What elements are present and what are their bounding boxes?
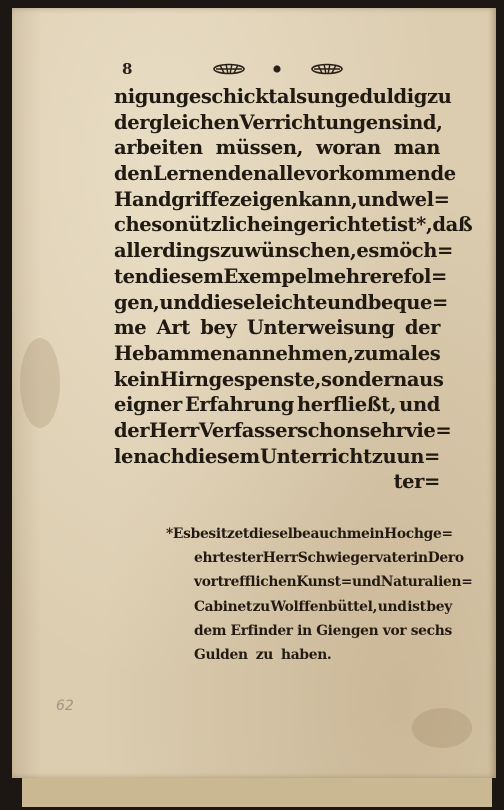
word: Handgriffe bbox=[114, 187, 230, 211]
word: sehr bbox=[359, 418, 406, 442]
word: che bbox=[114, 213, 152, 237]
word: ehrtester bbox=[194, 550, 263, 567]
paper-stain bbox=[412, 708, 472, 748]
word: und bbox=[399, 393, 440, 417]
word: Art bbox=[156, 316, 190, 340]
word: und bbox=[326, 290, 368, 314]
word: gen, bbox=[114, 290, 160, 314]
word: me bbox=[114, 316, 147, 340]
word: Es bbox=[172, 526, 191, 542]
word: arbeiten bbox=[114, 136, 203, 160]
word: alle bbox=[266, 162, 306, 186]
word: zeigen bbox=[229, 187, 299, 211]
footnote-line bbox=[166, 619, 452, 643]
word: zu bbox=[219, 239, 245, 263]
text-line bbox=[114, 341, 440, 367]
word: nig bbox=[114, 85, 149, 108]
word: Erfinder bbox=[230, 622, 293, 639]
word: ungeschickt bbox=[148, 85, 277, 108]
word: eigner bbox=[114, 393, 182, 417]
word: in bbox=[297, 622, 312, 639]
word: Naturalien= bbox=[380, 574, 473, 591]
word: vorkommende bbox=[305, 162, 456, 186]
word: Hebammen bbox=[114, 341, 236, 365]
text-line bbox=[114, 161, 456, 187]
word: Hochge= bbox=[384, 526, 453, 542]
word: mehrere bbox=[313, 264, 404, 288]
footnote-line bbox=[166, 595, 452, 619]
word: Verrichtungen bbox=[239, 110, 392, 134]
word: müssen, bbox=[215, 136, 304, 160]
word: bey bbox=[426, 598, 452, 615]
word: kann, bbox=[298, 187, 358, 211]
word: dieselbe bbox=[249, 526, 311, 542]
word: so bbox=[151, 213, 175, 237]
word: woran bbox=[315, 136, 381, 160]
word: Exempel bbox=[223, 264, 314, 288]
word: sechs bbox=[410, 622, 452, 639]
word: in bbox=[413, 550, 428, 567]
center-dot-ornament-icon bbox=[272, 64, 282, 74]
text-line bbox=[114, 444, 440, 470]
word: sind, bbox=[391, 110, 443, 134]
word: ter= bbox=[393, 470, 440, 494]
word: eingerichtet bbox=[260, 213, 390, 237]
word: ist bbox=[407, 598, 426, 615]
word: vie= bbox=[405, 418, 452, 442]
word: Lernenden bbox=[153, 162, 267, 186]
word: man bbox=[393, 136, 440, 160]
word: haben. bbox=[281, 646, 332, 663]
word: aus bbox=[406, 367, 444, 391]
word: Gulden bbox=[194, 646, 248, 663]
word: sondern bbox=[321, 367, 407, 391]
word: Dero bbox=[427, 550, 464, 567]
footnote-line bbox=[166, 546, 464, 570]
word: ist bbox=[389, 213, 417, 237]
word: bey bbox=[200, 316, 237, 340]
word: leichte bbox=[255, 290, 327, 314]
word: * bbox=[166, 526, 173, 542]
footnote-line bbox=[166, 570, 473, 594]
text-line bbox=[114, 367, 444, 393]
text-line bbox=[114, 84, 452, 110]
main-text-block bbox=[114, 84, 473, 495]
word: Giengen bbox=[316, 622, 379, 639]
footnote-line bbox=[166, 643, 452, 667]
footnote-line bbox=[166, 522, 452, 546]
word: nützlich bbox=[174, 213, 261, 237]
word: vortrefflichen bbox=[194, 574, 297, 591]
text-line bbox=[114, 135, 440, 161]
text-line bbox=[114, 264, 447, 290]
text-line bbox=[114, 418, 452, 444]
word: Verfasser bbox=[198, 418, 297, 442]
text-line bbox=[114, 238, 453, 264]
word: ungeduldig bbox=[306, 85, 427, 108]
word: ten bbox=[114, 264, 149, 288]
word: wünschen, bbox=[244, 239, 357, 263]
word: besitzet bbox=[190, 526, 250, 542]
text-line bbox=[114, 392, 440, 418]
word: auch bbox=[310, 526, 347, 542]
word: diese bbox=[200, 290, 256, 314]
word: der bbox=[114, 418, 150, 442]
word: zu bbox=[252, 598, 270, 615]
word: schon bbox=[297, 418, 360, 442]
word: als bbox=[276, 85, 307, 108]
word: es bbox=[417, 341, 441, 365]
word: allerdings bbox=[114, 239, 220, 263]
word: Erfahrung bbox=[184, 393, 294, 417]
word: der bbox=[404, 316, 440, 340]
word: fol= bbox=[403, 264, 447, 288]
word: kein bbox=[114, 367, 160, 391]
word: zumal bbox=[353, 341, 418, 365]
word: Cabinet bbox=[194, 598, 252, 615]
word: zu bbox=[426, 85, 452, 108]
right-ornament-icon bbox=[310, 62, 344, 76]
word: zu bbox=[371, 444, 397, 468]
word: dem bbox=[194, 622, 227, 639]
text-line bbox=[114, 187, 450, 213]
word: und bbox=[351, 574, 381, 591]
word: es bbox=[356, 239, 379, 263]
word: zu bbox=[255, 646, 273, 663]
text-line bbox=[114, 290, 448, 316]
word: dergleichen bbox=[114, 110, 240, 134]
text-line bbox=[114, 315, 440, 341]
word: Hirngespenste, bbox=[159, 367, 322, 391]
word: diesem bbox=[148, 264, 224, 288]
word: Unterweisung bbox=[246, 316, 395, 340]
word: Unterricht bbox=[259, 444, 372, 468]
word: Kunst= bbox=[296, 574, 352, 591]
word: Wolffenbüttel, bbox=[270, 598, 378, 615]
footnote-block bbox=[166, 522, 473, 667]
word: mein bbox=[346, 526, 385, 542]
text-line bbox=[114, 469, 440, 495]
word: Herr bbox=[149, 418, 199, 442]
word: Herr bbox=[262, 550, 298, 567]
word: vor bbox=[382, 622, 407, 639]
word: den bbox=[114, 162, 154, 186]
text-line bbox=[114, 212, 473, 238]
word: und bbox=[377, 598, 407, 615]
word: daß bbox=[432, 213, 473, 237]
left-ornament-icon bbox=[212, 62, 246, 76]
page-header bbox=[120, 58, 360, 82]
word: und bbox=[159, 290, 201, 314]
page-number: 8 bbox=[122, 60, 133, 78]
word: *, bbox=[416, 213, 433, 237]
word: wel= bbox=[398, 187, 450, 211]
text-line bbox=[114, 110, 443, 136]
word: herfließt, bbox=[297, 393, 397, 417]
pencil-mark: 62 bbox=[56, 698, 74, 714]
word: diesem bbox=[184, 444, 260, 468]
word: möch= bbox=[378, 239, 453, 263]
word: annehmen, bbox=[235, 341, 354, 365]
word: un= bbox=[396, 444, 440, 468]
word: nach bbox=[133, 444, 185, 468]
word: und bbox=[357, 187, 399, 211]
word: Schwiegervater bbox=[297, 550, 414, 567]
word: le bbox=[114, 444, 134, 468]
word: beque= bbox=[367, 290, 448, 314]
paper-stain bbox=[20, 338, 60, 428]
